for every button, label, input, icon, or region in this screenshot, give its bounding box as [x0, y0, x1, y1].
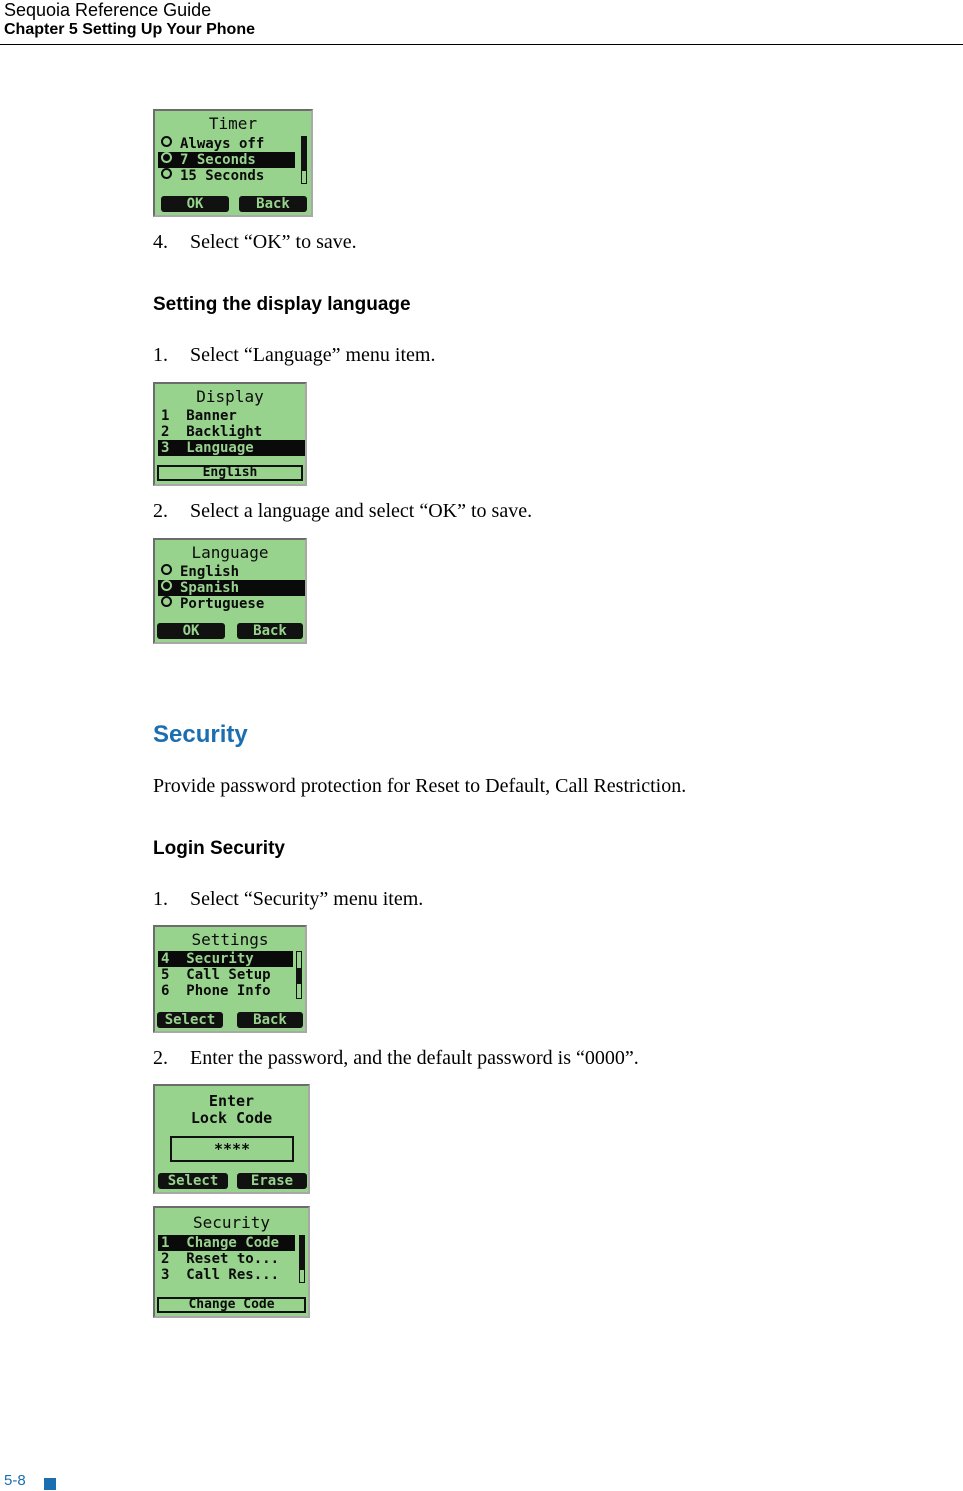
- security-description: Provide password protection for Reset to Default, Call Restriction.: [153, 775, 687, 797]
- chapter-title: Chapter 5 Setting Up Your Phone: [4, 21, 255, 38]
- back-softkey: Back: [237, 623, 303, 639]
- menu-item-selected: 4 Security: [158, 951, 293, 967]
- radio-icon: [161, 136, 172, 147]
- erase-softkey: Erase: [237, 1173, 307, 1189]
- screen-title: Settings: [191, 930, 269, 949]
- current-value-bar: Change Code: [157, 1297, 306, 1313]
- page-number: 5-8: [4, 1472, 26, 1489]
- timer-screen: [153, 109, 313, 217]
- step-save: 4. Select “OK” to save.: [153, 231, 357, 253]
- heading-display-language: Setting the display language: [153, 294, 411, 315]
- screen-title: Timer: [208, 114, 258, 133]
- display-screen: [153, 382, 307, 486]
- timer-option-selected: 7 Seconds: [158, 152, 295, 168]
- current-value-bar: English: [157, 465, 303, 481]
- language-option-selected: Spanish: [158, 580, 305, 596]
- menu-item: 1 Banner: [161, 408, 237, 424]
- footer-square-icon: [44, 1478, 56, 1490]
- menu-item: 2 Backlight: [161, 424, 263, 440]
- radio-icon: [161, 580, 172, 591]
- menu-item: 6 Phone Info: [161, 983, 271, 999]
- radio-icon: [161, 152, 172, 163]
- scroll-thumb: [300, 1236, 304, 1270]
- scrollbar: [296, 951, 302, 999]
- timer-option: 15 Seconds: [161, 168, 264, 184]
- radio-icon: [161, 596, 172, 607]
- guide-title: Sequoia Reference Guide: [4, 0, 212, 20]
- header-rule: [0, 44, 963, 45]
- screen-title-line1: Enter: [208, 1092, 255, 1110]
- menu-item: 3 Call Res...: [161, 1267, 280, 1283]
- back-softkey: Back: [237, 1012, 303, 1028]
- select-softkey: Select: [157, 1012, 223, 1028]
- scroll-thumb: [297, 968, 301, 984]
- screen-title: Security: [192, 1213, 271, 1232]
- language-option: Portuguese: [161, 596, 264, 612]
- radio-icon: [161, 168, 172, 179]
- step-select-language-ok: 2. Select a language and select “OK” to save.: [153, 500, 533, 522]
- menu-item-selected: 1 Change Code: [158, 1235, 295, 1251]
- menu-item-selected: 3 Language: [158, 440, 305, 456]
- heading-login-security: Login Security: [153, 838, 285, 859]
- scrollbar: [299, 1235, 305, 1283]
- language-option: English: [161, 564, 239, 580]
- screen-title: Display: [196, 387, 264, 406]
- radio-icon: [161, 564, 172, 575]
- step-select-language: 1. Select “Language” menu item.: [153, 344, 436, 366]
- ok-softkey: OK: [157, 623, 225, 639]
- scrollbar: [301, 136, 307, 184]
- step-enter-password: 2. Enter the password, and the default password is “0000”.: [153, 1047, 639, 1069]
- lock-code-screen: [153, 1084, 310, 1194]
- screen-title: Language: [191, 543, 269, 562]
- back-softkey: Back: [239, 196, 307, 212]
- code-input-display: ****: [170, 1136, 294, 1162]
- scroll-thumb: [302, 137, 306, 171]
- running-header: [4, 0, 255, 40]
- section-heading-security: Security: [153, 721, 248, 748]
- ok-softkey: OK: [161, 196, 229, 212]
- timer-option: Always off: [161, 136, 264, 152]
- settings-screen: [153, 925, 307, 1033]
- step-select-security: 1. Select “Security” menu item.: [153, 888, 424, 910]
- language-screen: [153, 538, 307, 644]
- select-softkey: Select: [158, 1173, 228, 1189]
- security-screen: [153, 1206, 310, 1318]
- screen-title-line2: Lock Code: [190, 1109, 273, 1127]
- menu-item: 5 Call Setup: [161, 967, 271, 983]
- menu-item: 2 Reset to...: [161, 1251, 280, 1267]
